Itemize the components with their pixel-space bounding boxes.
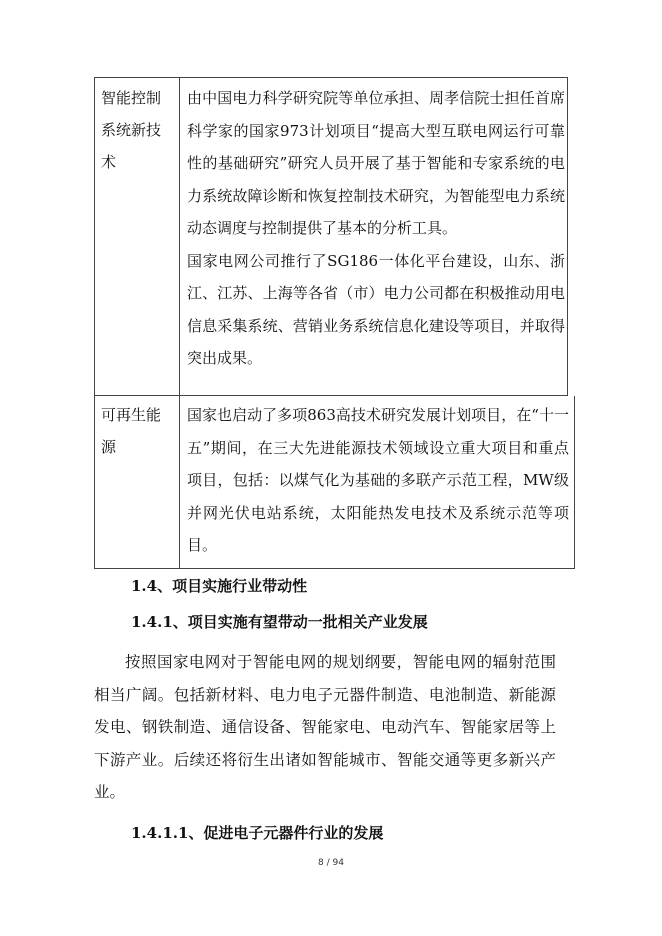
body-paragraph: 按照国家电网对于智能电网的规划纲要，智能电网的辐射范围相当广阔。包括新材料、电力电子元器件制造、电池制造、新能源发电、钢铁制造、通信设备、智能家电、电动汽车、智能家居等上下游产业。后续还将衍生出诸如智能城市、智能交通等更多新兴产业。 — [94, 653, 556, 801]
row-paragraph: 由中国电力科学研究院等单位承担、周孝信院士担任首席科学家的国家973计划项目“提高大型互联电网运行可靠性的基础研究”研究人员开展了基于智能和专家系统的电力系统故障诊断和恢复控制技术研究，为智能型电力系统动态调度与控制提供了基本的分析工具。 — [187, 89, 565, 237]
page-number: 8 / 94 — [318, 858, 344, 868]
subsection-heading: 1.4.1、项目实施有望带动一批相关产业发展 — [131, 613, 428, 631]
row-content-smart-control — [187, 82, 565, 375]
row-label-renewable-energy: 可再生能源 — [101, 406, 162, 456]
row-content-renewable-energy — [187, 399, 569, 562]
table-row — [94, 77, 568, 396]
section-heading: 1.4、项目实施行业带动性 — [131, 577, 308, 595]
table-row — [94, 396, 575, 569]
subsubsection-heading: 1.4.1.1、促进电子元器件行业的发展 — [131, 824, 384, 842]
row-paragraph: 国家也启动了多项863高技术研究发展计划项目，在“十一五”期间，在三大先进能源技术领域设立重大项目和重点项目，包括：以煤气化为基础的多联产示范工程，MW级并网光伏电站系统，太阳能热发电技术及系统示范等项目。 — [187, 406, 569, 554]
table-column-divider — [179, 396, 180, 568]
table-column-divider — [179, 78, 180, 395]
row-paragraph: 国家电网公司推行了SG186一体化平台建设，山东、浙江、江苏、上海等各省（市）电力公司都在积极推动用电信息采集系统、营销业务系统信息化建设等项目，并取得突出成果。 — [187, 251, 565, 367]
row-label-smart-control: 智能控制系统新技术 — [101, 89, 162, 171]
